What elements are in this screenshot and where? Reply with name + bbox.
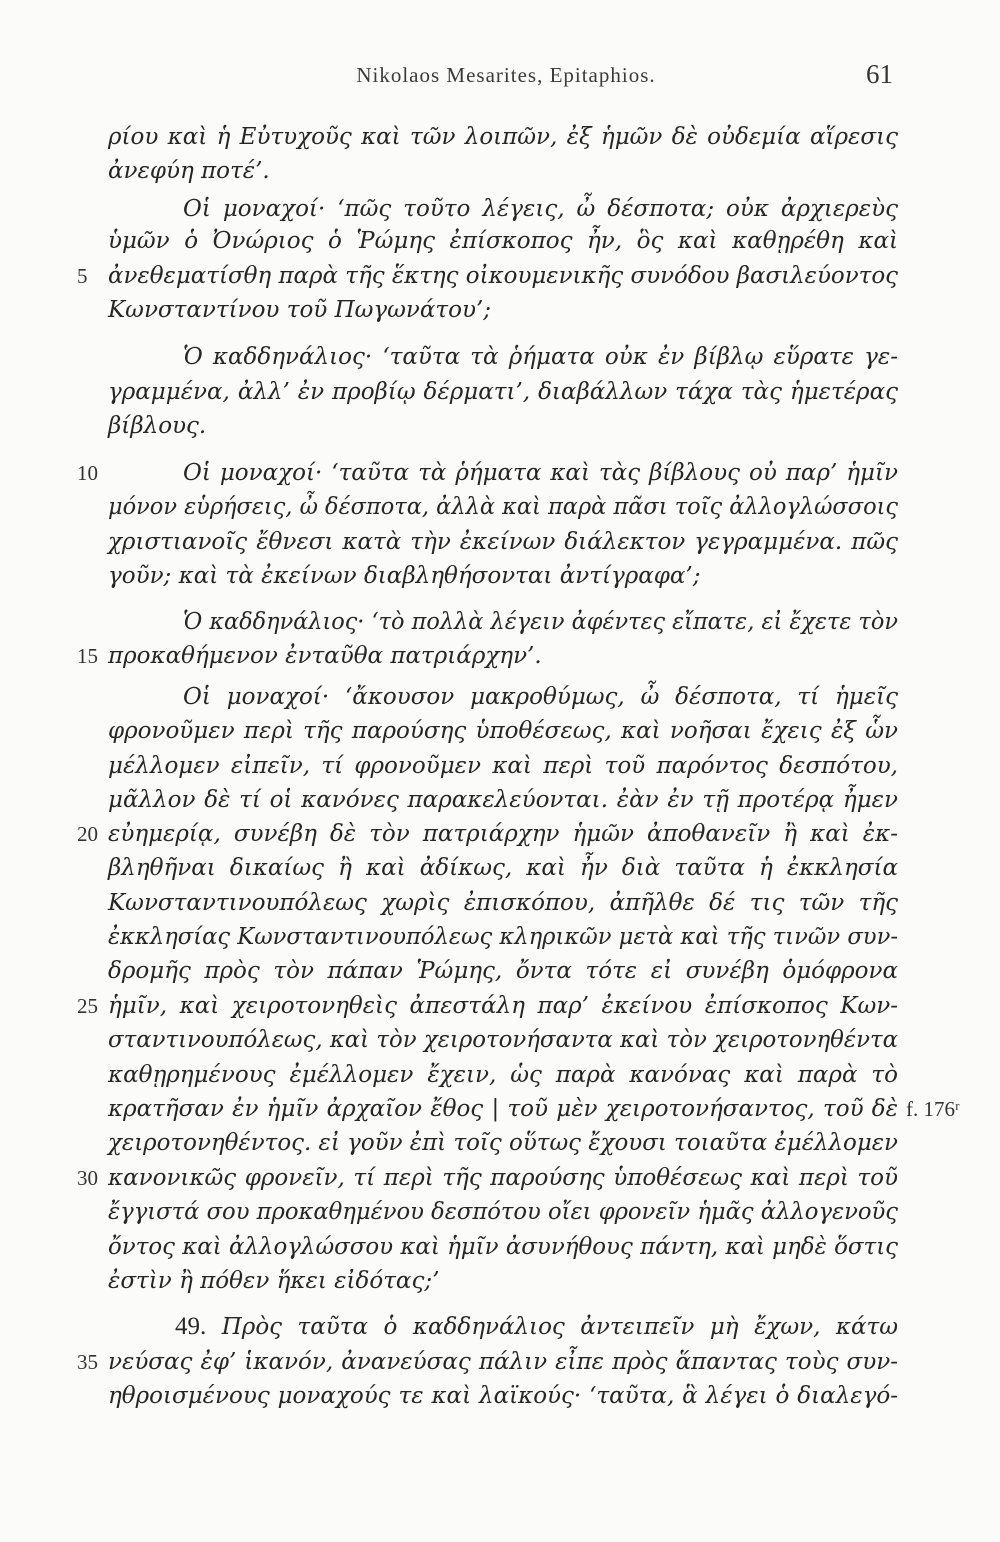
line-text: μᾶλλον δὲ τί οἱ κανόνες παρακελεύονται. ἐὰν ἐν τῇ προτέρᾳ ἦμεν [108, 787, 898, 813]
line-text: χειροτονηθέντος. εἰ γοῦν ἐπὶ τοῖς οὕτως ἔχουσι τοιαῦτα ἐμέλλομεν [108, 1130, 898, 1156]
line-text: βληθῆναι δικαίως ἢ καὶ ἀδίκως, καὶ ἦν διὰ ταῦτα ἡ ἐκκλησία [108, 855, 898, 881]
text-line [108, 120, 898, 154]
line-number: 35 [77, 1350, 98, 1374]
line-number: 10 [77, 461, 98, 485]
text-line [108, 1264, 898, 1298]
text-line [183, 605, 898, 639]
text-line [183, 192, 898, 226]
line-text: κανονικῶς φρονεῖν, τί περὶ τῆς παρούσης ὑποθέσεως καὶ περὶ τοῦ [108, 1165, 898, 1191]
section-number: 49. [175, 1313, 207, 1340]
line-text: Οἱ μοναχοί· ‘πῶς τοῦτο λέγεις, ὦ δέσποτα; οὐκ ἀρχιερεὺς [183, 196, 898, 222]
line-text: ἀνεφύη ποτέ’. [108, 158, 270, 184]
line-text: γραμμένα, ἀλλ’ ἐν προβίῳ δέρματι’, διαβάλλων τάχα τὰς ἡμετέρας [108, 379, 898, 405]
line-text: Ὁ καδδηνάλιος· ‘ταῦτα τὰ ῥήματα οὐκ ἐν βίβλῳ εὕρατε γε- [183, 344, 898, 370]
line-number: 25 [77, 994, 98, 1018]
text-line [108, 954, 898, 988]
line-text: ἀνεθεματίσθη παρὰ τῆς ἕκτης οἰκουμενικῆς συνόδου βασιλεύοντος [108, 263, 898, 289]
text-line [183, 680, 898, 714]
line-text: δρομῆς πρὸς τὸν πάπαν Ῥώμης, ὄντα τότε εἰ συνέβη ὁμόφρονα [108, 958, 898, 984]
text-line [108, 259, 898, 293]
text-line [108, 559, 898, 593]
text-line [108, 154, 898, 188]
line-text: ρίου καὶ ἡ Εὐτυχοῦς καὶ τῶν λοιπῶν, ἐξ ἡμῶν δὲ οὐδεμία αἵρεσις [108, 124, 898, 150]
line-text: κρατῆσαν ἐν ἡμῖν ἀρχαῖον ἔθος | τοῦ μὲν χειροτονήσαντος, τοῦ δὲ [108, 1096, 898, 1122]
text-line [108, 851, 898, 885]
line-text: σταντινουπόλεως, καὶ τὸν χειροτονήσαντα καὶ τὸν χειροτονηθέντα [108, 1027, 898, 1053]
text-line [108, 525, 898, 559]
text-line [108, 1023, 898, 1057]
line-number: 5 [77, 264, 88, 288]
line-text: γοῦν; καὶ τὰ ἐκείνων διαβληθήσονται ἀντίγραφα’; [108, 563, 701, 589]
text-line [183, 340, 898, 374]
text-line [108, 886, 898, 920]
line-text: βίβλους. [108, 413, 207, 439]
line-text: μέλλομεν εἰπεῖν, τί φρονοῦμεν καὶ περὶ τοῦ παρόντος δεσπότου, [108, 753, 898, 779]
text-line [108, 989, 898, 1023]
text-line [108, 1230, 898, 1264]
line-text: εὐημερίᾳ, συνέβη δὲ τὸν πατριάρχην ἡμῶν ἀποθανεῖν ἢ καὶ ἐκ- [108, 821, 898, 847]
text-line [108, 1126, 898, 1160]
line-text: ἔγγιστά σου προκαθημένου δεσπότου οἴει φρονεῖν ἡμᾶς ἀλλογενοῦς [108, 1199, 898, 1225]
text-line [108, 490, 898, 524]
line-text: νεύσας ἐφ’ ἱκανόν, ἀνανεύσας πάλιν εἶπε πρὸς ἅπαντας τοὺς συν- [108, 1349, 898, 1375]
text-line [108, 639, 898, 673]
section-text: Πρὸς ταῦτα ὁ καδδηνάλιος ἀντειπεῖν μὴ ἔχων, κάτω [221, 1314, 898, 1340]
line-text: ἡμῖν, καὶ χειροτονηθεὶς ἀπεστάλη παρ’ ἐκείνου ἐπίσκοπος Κων- [108, 993, 898, 1019]
text-line [108, 714, 898, 748]
line-number: 30 [77, 1166, 98, 1190]
line-text: Οἱ μοναχοί· ‘ἄκουσον μακροθύμως, ὦ δέσποτα, τί ἡμεῖς [183, 684, 898, 710]
line-text: ὄντος καὶ ἀλλογλώσσου καὶ ἡμῖν ἀσυνήθους πάντη, καὶ μηδὲ ὅστις [108, 1234, 898, 1260]
text-line [183, 456, 898, 490]
text-line [108, 1345, 898, 1379]
text-line [108, 1195, 898, 1229]
text-line [175, 1310, 898, 1344]
text-line [108, 783, 898, 817]
folio-note: f. 176ʳ [906, 1097, 960, 1121]
line-text: Ὁ καδδηνάλιος· ‘τὸ πολλὰ λέγειν ἀφέντες εἴπατε, εἰ ἔχετε τὸν [183, 609, 898, 635]
line-text: μόνον εὑρήσεις, ὦ δέσποτα, ἀλλὰ καὶ παρὰ πᾶσι τοῖς ἀλλογλώσσοις [108, 494, 898, 520]
running-head: Nikolaos Mesarites, Epitaphios. [356, 63, 656, 87]
text-line [108, 1379, 898, 1413]
text-line [108, 749, 898, 783]
text-line [108, 817, 898, 851]
line-text: χριστιανοῖς ἔθνεσι κατὰ τὴν ἐκείνων διάλεκτον γεγραμμένα. πῶς [108, 529, 898, 555]
text-line [108, 920, 898, 954]
line-text: ἐστὶν ἢ πόθεν ἥκει εἰδότας;’ [108, 1268, 440, 1294]
line-text: Κωνσταντινουπόλεως χωρὶς ἐπισκόπου, ἀπῆλθε δέ τις τῶν τῆς [108, 890, 898, 916]
text-line [108, 1161, 898, 1195]
line-text: ηθροισμένους μοναχούς τε καὶ λαϊκούς· ‘ταῦτα, ἃ λέγει ὁ διαλεγό- [108, 1383, 898, 1409]
line-text: Κωνσταντίνου τοῦ Πωγωνάτου’; [108, 297, 492, 323]
text-line [108, 409, 898, 443]
line-text: καθῃρημένους ἐμέλλομεν ἔχειν, ὡς παρὰ κανόνας καὶ παρὰ τὸ [108, 1062, 898, 1088]
line-text: ὑμῶν ὁ Ὀνώριος ὁ Ῥώμης ἐπίσκοπος ἦν, ὃς καὶ καθῃρέθη καὶ [108, 228, 898, 254]
text-line [108, 1058, 898, 1092]
line-number: 20 [77, 822, 98, 846]
text-line [108, 293, 898, 327]
line-number: 15 [77, 644, 98, 668]
line-text: ἐκκλησίας Κωνσταντινουπόλεως κληρικῶν μετὰ καὶ τῆς τινῶν συν- [108, 924, 898, 950]
page-number: 61 [866, 59, 893, 89]
line-text [175, 1310, 898, 1344]
text-line [108, 1092, 898, 1126]
line-text: φρονοῦμεν περὶ τῆς παρούσης ὑποθέσεως, καὶ νοῆσαι ἔχεις ἐξ ὧν [108, 718, 898, 744]
text-line [108, 375, 898, 409]
line-text: προκαθήμενον ἐνταῦθα πατριάρχην’. [108, 643, 542, 669]
text-line [108, 224, 898, 258]
line-text: Οἱ μοναχοί· ‘ταῦτα τὰ ῥήματα καὶ τὰς βίβλους οὐ παρ’ ἡμῖν [183, 460, 898, 486]
